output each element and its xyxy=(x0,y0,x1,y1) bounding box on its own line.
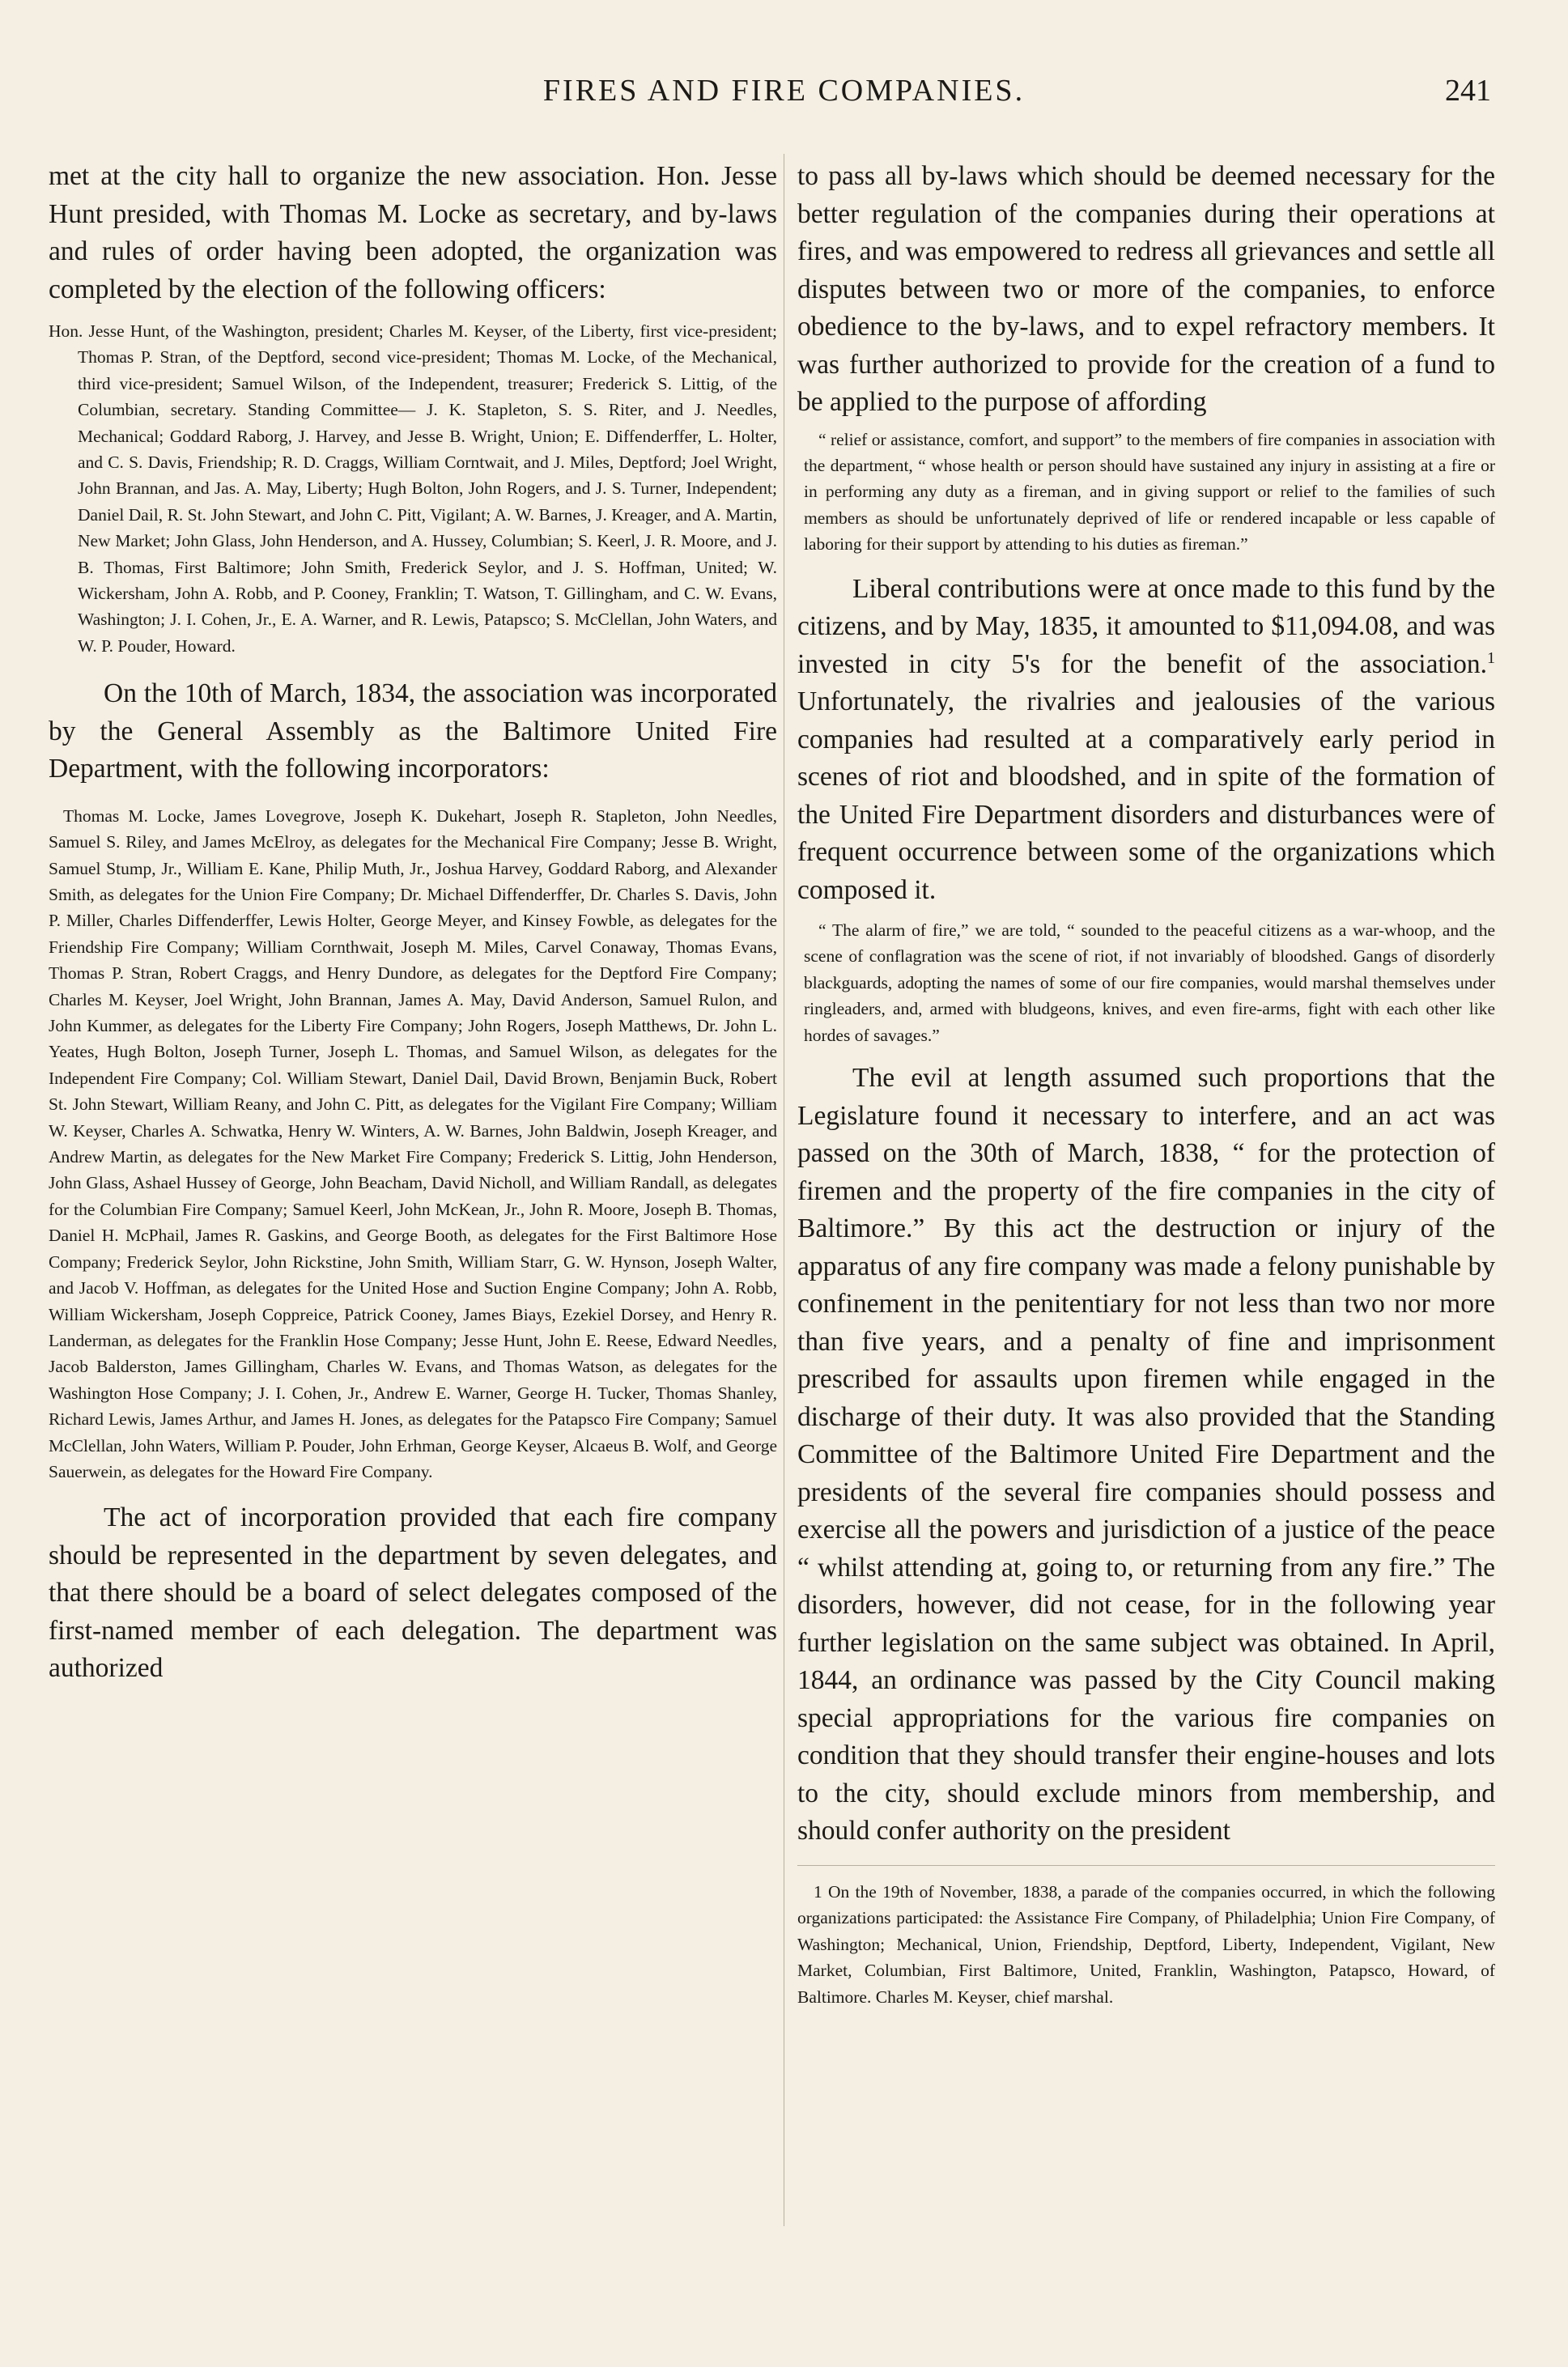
paragraph-incorporation: On the 10th of March, 1834, the association was incorporated by the General Assembly as the Baltimore United Fire Department, with the following incorporators: xyxy=(49,678,777,784)
left-column xyxy=(49,158,777,1688)
page-number: 241 xyxy=(1445,74,1491,108)
paragraph-organization: met at the city hall to organize the new association. Hon. Jesse Hunt presided, with Thomas M. Locke as secretary, and by-laws and rules of order having been adopted, the organization was completed by the election of the following officers: xyxy=(49,161,777,304)
incorporators-list: Thomas M. Locke, James Lovegrove, Joseph K. Dukehart, Joseph R. Stapleton, John Needles, Samuel S. Riley, and James McElroy, as delegates for the Mechanical Fire Company; Jesse B. Wright, Samuel Stump, Jr., William E. Kane, Philip Muth, Jr., Joshua Harvey, Goddard Raborg, and Alexander Smith, as delegates for the Union Fire Company; Dr. Michael Diffenderffer, Dr. Charles S. Davis, John P. Miller, Charles Diffenderffer, Lewis Holter, George Meyer, and Kinsey Fowble, as delegates for the Friendship Fire Company; William Cornthwait, Joseph M. Miles, Carvel Conaway, Thomas Evans, Thomas P. Stran, Robert Craggs, and Henry Dundore, as delegates for the Deptford Fire Company; Charles M. Keyser, Joel Wright, John Brannan, James A. May, David Anderson, Samuel Rulon, and John Kummer, as delegates for the Liberty Fire Company; John Rogers, Joseph Matthews, Dr. John L. Yeates, Hugh Bolton, Joseph Turner, Joseph L. Thomas, and Samuel Wilson, as delegates for the Independent Fire Company; Col. William Stewart, Daniel Dail, David Brown, Benjamin Buck, Robert St. John Stewart, William Reany, and John C. Pitt, as delegates for the Vigilant Fire Company; William W. Keyser, Charles A. Schwatka, Henry W. Winters, A. W. Barnes, John Baldwin, Joseph Kreager, and Andrew Martin, as delegates for the New Market Fire Company; Frederick S. Littig, John Henderson, John Glass, Ashael Hussey of George, John Beacham, David Nicholl, and William Randall, as delegates for the Columbian Fire Company; Samuel Keerl, John McKean, Jr., John R. Moore, Joseph B. Thomas, Daniel H. McPhail, James R. Gaskins, and George Booth, as delegates for the First Baltimore Hose Company; Frederick Seylor, John Rickstine, John Smith, William Starr, G. W. Hynson, Joseph Walter, and Jacob V. Hoffman, as delegates for the United Hose and Suction Engine Company; John A. Robb, William Wickersham, Joseph Coppreice, Patrick Cooney, James Biays, Ezekiel Dorsey, and Henry R. Landerman, as delegates for the Franklin Hose Company; Jesse Hunt, John E. Reese, Edward Needles, Jacob Balderston, James Gillingham, Charles W. Evans, and Thomas Watson, as delegates for the Washington Hose Company; J. I. Cohen, Jr., Andrew E. Warner, George H. Tucker, Thomas Shanley, Richard Lewis, James Arthur, and James H. Jones, as delegates for the Patapsco Fire Company; Samuel McClellan, John Waters, William P. Pouder, John Erhman, George Keyser, Alcaeus B. Wolf, and George Sauerwein, as delegates for the Howard Fire Company. xyxy=(49,805,777,1481)
quote-alarm: “ The alarm of fire,” we are told, “ sounded to the peaceful citizens as a war-whoop, and the scene of conflagration was the scene of riot, if not invariably of bloodshed. Gangs of disorderly blackguards, adopting the names of some of our fire companies, would marshal themselves under ringleaders, and, armed with bludgeons, knives, and even fire-arms, fight with each other like hordes of savages.” xyxy=(804,920,1495,1045)
footnote-marker: 1 xyxy=(1486,648,1495,667)
footnote: 1 On the 19th of November, 1838, a parade of the companies occurred, in which the following organizations participated: the Assistance Fire Company, of Philadelphia; Union Fire Company, of Washington; Mechanical, Union, Friendship, Deptford, Liberty, Independent, Vigilant, New Market, Columbian, First Baltimore, United, Franklin, Washington, Patapsco, Howard, of Baltimore. Charles M. Keyser, chief marshal. xyxy=(797,1881,1495,2007)
right-column xyxy=(797,158,1495,2010)
paragraph-bylaws: to pass all by-laws which should be deemed necessary for the better regulation of the companies during their operations at fires, and was empowered to redress all grievances and settle all disputes between two or more of the companies, to enforce obedience to the by-laws, and to expel refractory members. It was further authorized to provide for the creation of a fund to be applied to the purpose of affording xyxy=(797,161,1495,417)
page-header xyxy=(0,73,1568,121)
contributions-text: Liberal contributions were at once made to this fund by the citizens, and by May, 1835, it amounted to $11,094.08, and was invested in city 5's for the benefit of the association. xyxy=(797,573,1495,679)
rivalries-text: Unfortunately, the rivalries and jealousies of the various companies had resulted at a comparatively early period in scenes of riot and bloodshed, and in spite of the formation of the United Fire Department disorders and disturbances were of frequent occurrence between some of the organizations which composed it. xyxy=(797,686,1495,905)
quote-relief: “ relief or assistance, comfort, and support” to the members of fire companies in association with the department, “ whose health or person should have sustained any injury in assisting at a fire or in performing any duty as a fireman, and in giving support or relief to the families of such members as should be unfortunately deprived of life or rendered incapable or less capable of laboring for their support by attending to his duties as fireman.” xyxy=(804,429,1495,555)
paragraph-act-provisions: The act of incorporation provided that each fire company should be represented in the department by seven delegates, and that there should be a board of select delegates composed of the first-named member of each delegation. The department was authorized xyxy=(49,1502,777,1684)
officers-list: Hon. Jesse Hunt, of the Washington, president; Charles M. Keyser, of the Liberty, first vice-president; Thomas P. Stran, of the Deptford, second vice-president; Thomas M. Locke, of the Mechanical, third vice-president; Samuel Wilson, of the Independent, treasurer; Frederick S. Littig, of the Columbian, secretary. Standing Committee— J. K. Stapleton, S. S. Riter, and J. Needles, Mechanical; Goddard Raborg, J. Harvey, and Jesse B. Wright, Union; E. Diffenderffer, L. Holter, and C. S. Davis, Friendship; R. D. Craggs, William Corntwait, and J. Miles, Deptford; Joel Wright, John Brannan, and Jas. A. May, Liberty; Hugh Bolton, John Rogers, and J. S. Turner, Independent; Daniel Dail, R. St. John Stewart, and John C. Pitt, Vigilant; A. W. Barnes, J. Kreager, and A. Martin, New Market; John Glass, John Henderson, and A. Hussey, Columbian; S. Keerl, J. R. Moore, and J. B. Thomas, First Baltimore; John Smith, Frederick Seylor, and J. S. Hoffman, United; W. Wickersham, John A. Robb, and P. Cooney, Franklin; T. Watson, T. Gillingham, and C. W. Evans, Washington; J. I. Cohen, Jr., E. A. Warner, and R. Lewis, Patapsco; S. McClellan, John Waters, and W. P. Pouder, Howard. xyxy=(49,321,777,656)
paragraph-legislature: The evil at length assumed such proportions that the Legislature found it necessary to interfere, and an act was passed on the 30th of March, 1838, “ for the protection of firemen and the property of the fire companies in the city of Baltimore.” By this act the destruction or injury of the apparatus of any fire company was made a felony punishable by confinement in the penitentiary for not less than two nor more than five years, and a penalty of fine and imprisonment prescribed for assaults upon firemen while engaged in the discharge of their duty. It was also provided that the Standing Committee of the Baltimore United Fire Department and the presidents of the several fire companies should possess and exercise all the powers and jurisdiction of a justice of the peace “ whilst attending at, going to, or returning from any fire.” The disorders, however, did not cease, for in the following year further legislation on the same subject was obtained. In April, 1844, an ordinance was passed by the City Council making special appropriations for the various fire companies on condition that they should transfer their engine-houses and lots to the city, should exclude minors from membership, and should confer authority on the president xyxy=(797,1063,1495,1846)
paragraph-contributions xyxy=(797,571,1495,910)
footnote-rule xyxy=(797,1865,1495,1866)
running-title: FIRES AND FIRE COMPANIES. xyxy=(542,74,1026,108)
